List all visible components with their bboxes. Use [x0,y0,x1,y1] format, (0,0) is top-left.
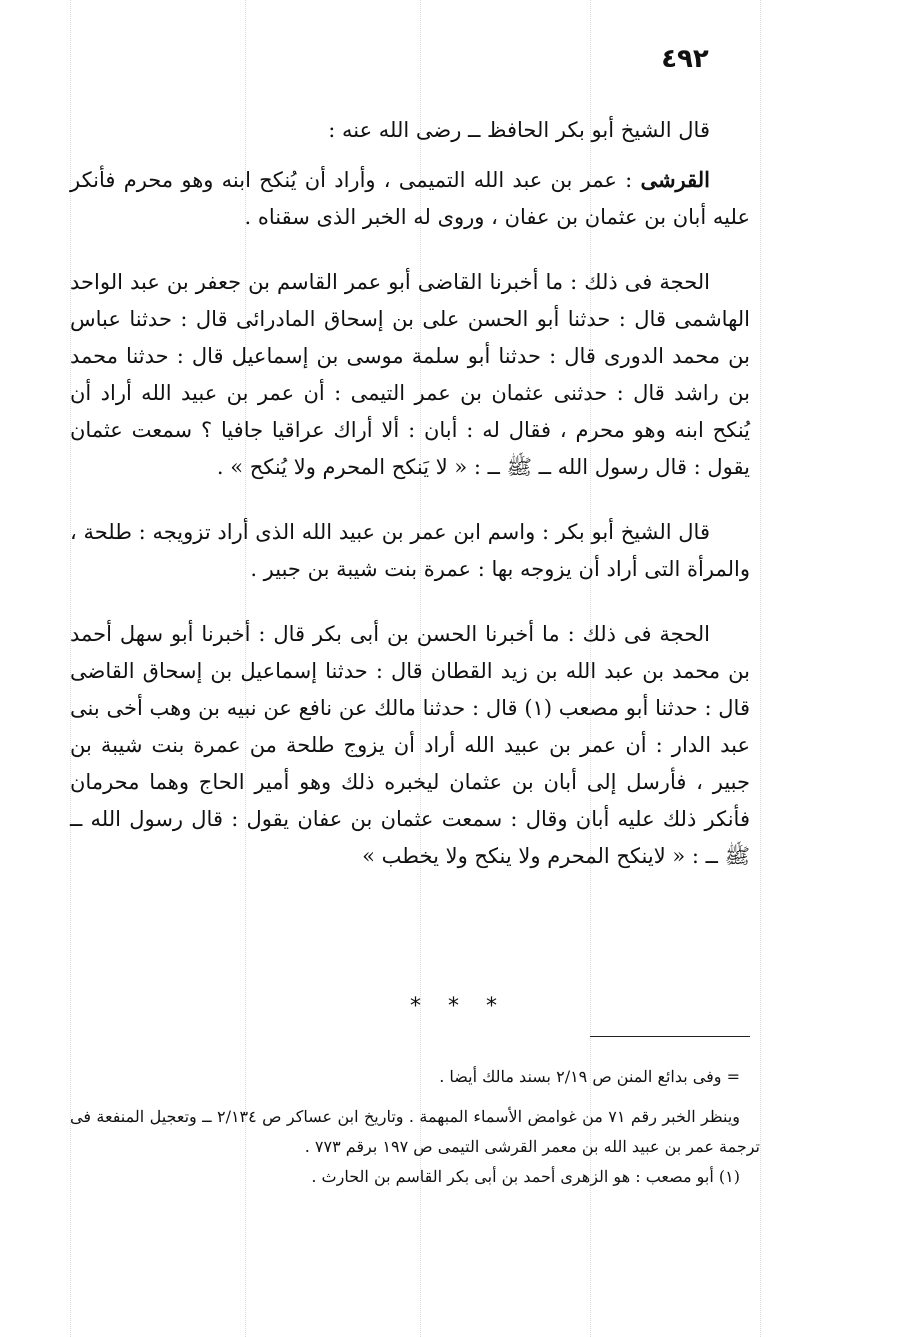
scan-dot-line [760,0,761,1337]
paragraph-text: قال الشيخ أبو بكر الحافظ ــ رضى الله عنه : [328,118,710,142]
paragraph-hujja-1 [70,264,750,486]
paragraph-text: قال الشيخ أبو بكر : واسم ابن عمر بن عبيد الله الذى أراد تزويجه : طلحة ، والمرأة التى أراد أن يزوجه بها : عمرة بنت شيبة بن جبير . [70,520,750,581]
paragraph-text: : عمر بن عبد الله التميمى ، وأراد أن يُنكح ابنه وهو محرم فأنكر عليه أبان بن عثمان بن عفان ، وروى له الخبر الذى سقناه . [70,168,750,229]
paragraph-entry [70,161,750,236]
footnote-line: (١) أبو مصعب : هو الزهرى أحمد بن أبى بكر القاسم بن الحارث . [311,1167,740,1186]
section-separator: * * * [410,994,507,1019]
footnote-divider [590,1036,750,1037]
footnote-line: وينظر الخبر رقم ٧١ من غوامض الأسماء المبهمة . وتاريخ ابن عساكر ص ٢/١٣٤ ــ وتعجيل المنفعة فى ترجمة عمر بن عبيد الله بن معمر القرشى التيمى ص ١٩٧ برقم ٧٧٣ . [70,1107,760,1156]
paragraph-shaykh-note [70,514,750,588]
paragraph-hujja-2 [70,616,750,875]
page-number: ٤٩٢ [661,44,709,74]
paragraph-text: الحجة فى ذلك : ما أخبرنا القاضى أبو عمر القاسم بن جعفر بن عبد الواحد الهاشمى قال : حدثنا أبو الحسن على بن إسحاق المادرائى قال : حدثنا عباس بن محمد الدورى قال : حدثنا أبو سلمة موسى بن إسماعيل قال : حدثنا محمد بن راشد قال : حدثنى عثمان بن عمر التيمى : أن عمر بن عبيد الله أراد أن يُنكح ابنه وهو محرم ، فقال له : أبان : ألا أراك عراقيا جافيا ؟ سمعت عثمان يقول : قال رسول الله ــ ﷺ ــ : « لا يَنكح المحرم ولا يُنكح » . [70,270,750,479]
footnotes [70,1062,760,1202]
main-text [70,112,750,903]
paragraph-intro [70,112,750,149]
paragraph-text: الحجة فى ذلك : ما أخبرنا الحسن بن أبى بكر قال : أخبرنا أبو سهل أحمد بن محمد بن عبد الله بن زيد القطان قال : حدثنا إسماعيل بن إسحاق القاضى قال : حدثنا أبو مصعب (١) قال : حدثنا مالك عن نافع عن نبيه بن وهب أخى بنى عبد الدار : أن عمر بن عبيد الله أراد أن يزوج طلحة من عمرة بنت شيبة بن جبير ، فأرسل إلى أبان بن عثمان ليخبره ذلك وهو أمير الحاج وهما محرمان فأنكر ذلك عليه أبان وقال : سمعت عثمان بن عفان يقول : قال رسول الله ــ ﷺ ــ : « لاينكح المحرم ولا ينكح ولا يخطب » [70,622,750,868]
footnote-line: = وفى بدائع المنن ص ٢/١٩ بسند مالك أيضا . [439,1067,740,1086]
entry-term: القرشى [640,167,710,192]
